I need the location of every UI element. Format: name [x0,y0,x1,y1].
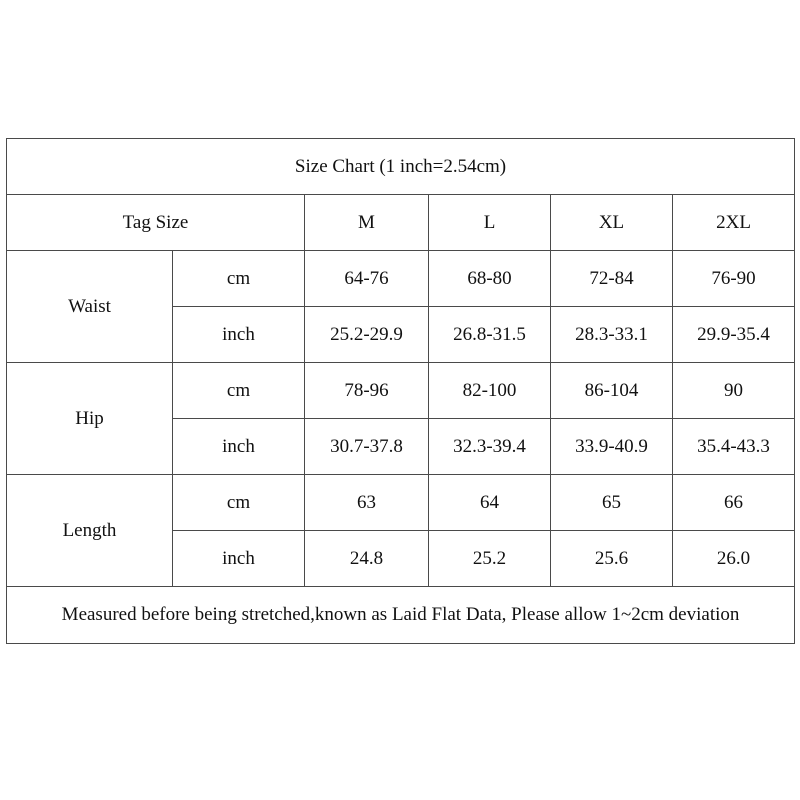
table-cell: 66 [673,475,795,531]
table-cell: 25.2 [429,531,551,587]
measure-name-hip: Hip [7,363,173,475]
size-header-m: M [305,195,429,251]
table-cell: 25.2-29.9 [305,307,429,363]
size-header-xl: XL [551,195,673,251]
table-cell: 65 [551,475,673,531]
table-cell: 33.9-40.9 [551,419,673,475]
table-cell: 76-90 [673,251,795,307]
measure-name-waist: Waist [7,251,173,363]
title-row [7,139,795,195]
header-row [7,195,795,251]
table-cell: 29.9-35.4 [673,307,795,363]
chart-title: Size Chart (1 inch=2.54cm) [7,139,795,195]
measure-name-length: Length [7,475,173,587]
table-cell: 68-80 [429,251,551,307]
table-cell: 26.8-31.5 [429,307,551,363]
size-chart-table [6,138,795,644]
table-cell: 86-104 [551,363,673,419]
table-row [7,363,795,419]
table-cell: 25.6 [551,531,673,587]
table-cell: 63 [305,475,429,531]
footer-note: Measured before being stretched,known as Laid Flat Data, Please allow 1~2cm deviation [7,587,795,644]
unit-label: inch [173,307,305,363]
size-header-l: L [429,195,551,251]
unit-label: inch [173,531,305,587]
table-cell: 64-76 [305,251,429,307]
tag-size-label: Tag Size [7,195,305,251]
unit-label: cm [173,251,305,307]
table-cell: 26.0 [673,531,795,587]
table-cell: 78-96 [305,363,429,419]
table-cell: 64 [429,475,551,531]
table-cell: 28.3-33.1 [551,307,673,363]
unit-label: cm [173,363,305,419]
table-cell: 90 [673,363,795,419]
table-cell: 35.4-43.3 [673,419,795,475]
table-cell: 30.7-37.8 [305,419,429,475]
table-row [7,251,795,307]
unit-label: inch [173,419,305,475]
footer-row [7,587,795,644]
unit-label: cm [173,475,305,531]
table-row [7,475,795,531]
size-header-2xl: 2XL [673,195,795,251]
table-cell: 24.8 [305,531,429,587]
table-cell: 32.3-39.4 [429,419,551,475]
table-cell: 82-100 [429,363,551,419]
table-cell: 72-84 [551,251,673,307]
